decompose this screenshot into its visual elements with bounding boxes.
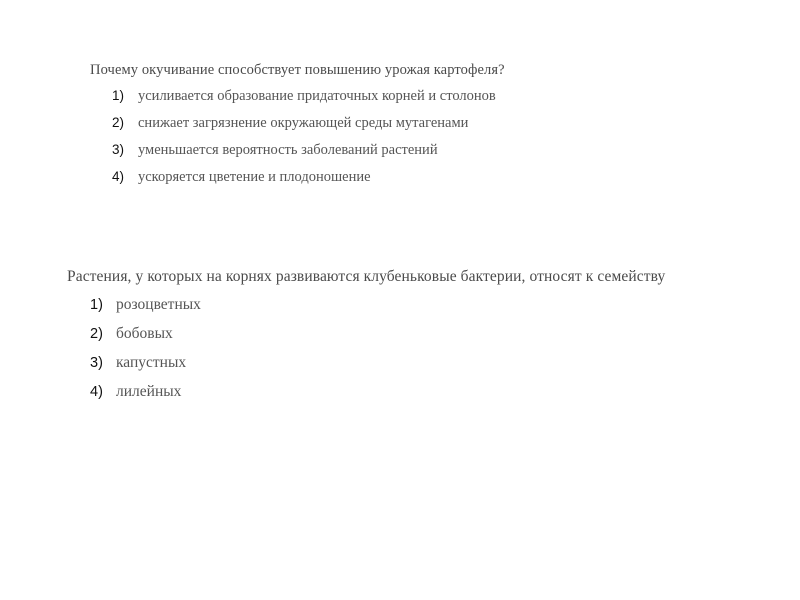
answer-option-4[interactable]: [112, 169, 690, 196]
question-text: Почему окучивание способствует повышению урожая картофеля?: [90, 62, 505, 78]
answer-option-1[interactable]: [90, 296, 787, 325]
answer-options: [90, 296, 787, 412]
answer-option-2[interactable]: [112, 115, 690, 142]
option-number: 2): [90, 326, 103, 342]
option-text: уменьшается вероятность заболеваний растений: [138, 142, 438, 158]
option-number: 3): [90, 355, 103, 371]
question-nodule-bacteria: [67, 268, 787, 412]
answer-option-3[interactable]: [90, 354, 787, 383]
option-number: 2): [112, 115, 125, 130]
option-text: усиливается образование придаточных корней и столонов: [138, 88, 496, 104]
question-potato-hilling: [90, 62, 690, 196]
option-text: лилейных: [116, 383, 182, 400]
option-number: 1): [90, 297, 103, 313]
option-number: 3): [112, 142, 125, 157]
option-text: снижает загрязнение окружающей среды мутагенами: [138, 115, 469, 131]
option-text: капустных: [116, 354, 187, 371]
option-number: 4): [112, 169, 125, 184]
option-text: ускоряется цветение и плодоношение: [138, 169, 371, 185]
option-text: бобовых: [116, 325, 173, 342]
question-text: Растения, у которых на корнях развиваются клубеньковые бактерии, относят к семейству: [67, 268, 666, 285]
option-number: 4): [90, 384, 103, 400]
option-number: 1): [112, 88, 125, 103]
option-text: розоцветных: [116, 296, 201, 313]
answer-options: [112, 88, 690, 196]
answer-option-1[interactable]: [112, 88, 690, 115]
answer-option-4[interactable]: [90, 383, 787, 412]
answer-option-2[interactable]: [90, 325, 787, 354]
answer-option-3[interactable]: [112, 142, 690, 169]
